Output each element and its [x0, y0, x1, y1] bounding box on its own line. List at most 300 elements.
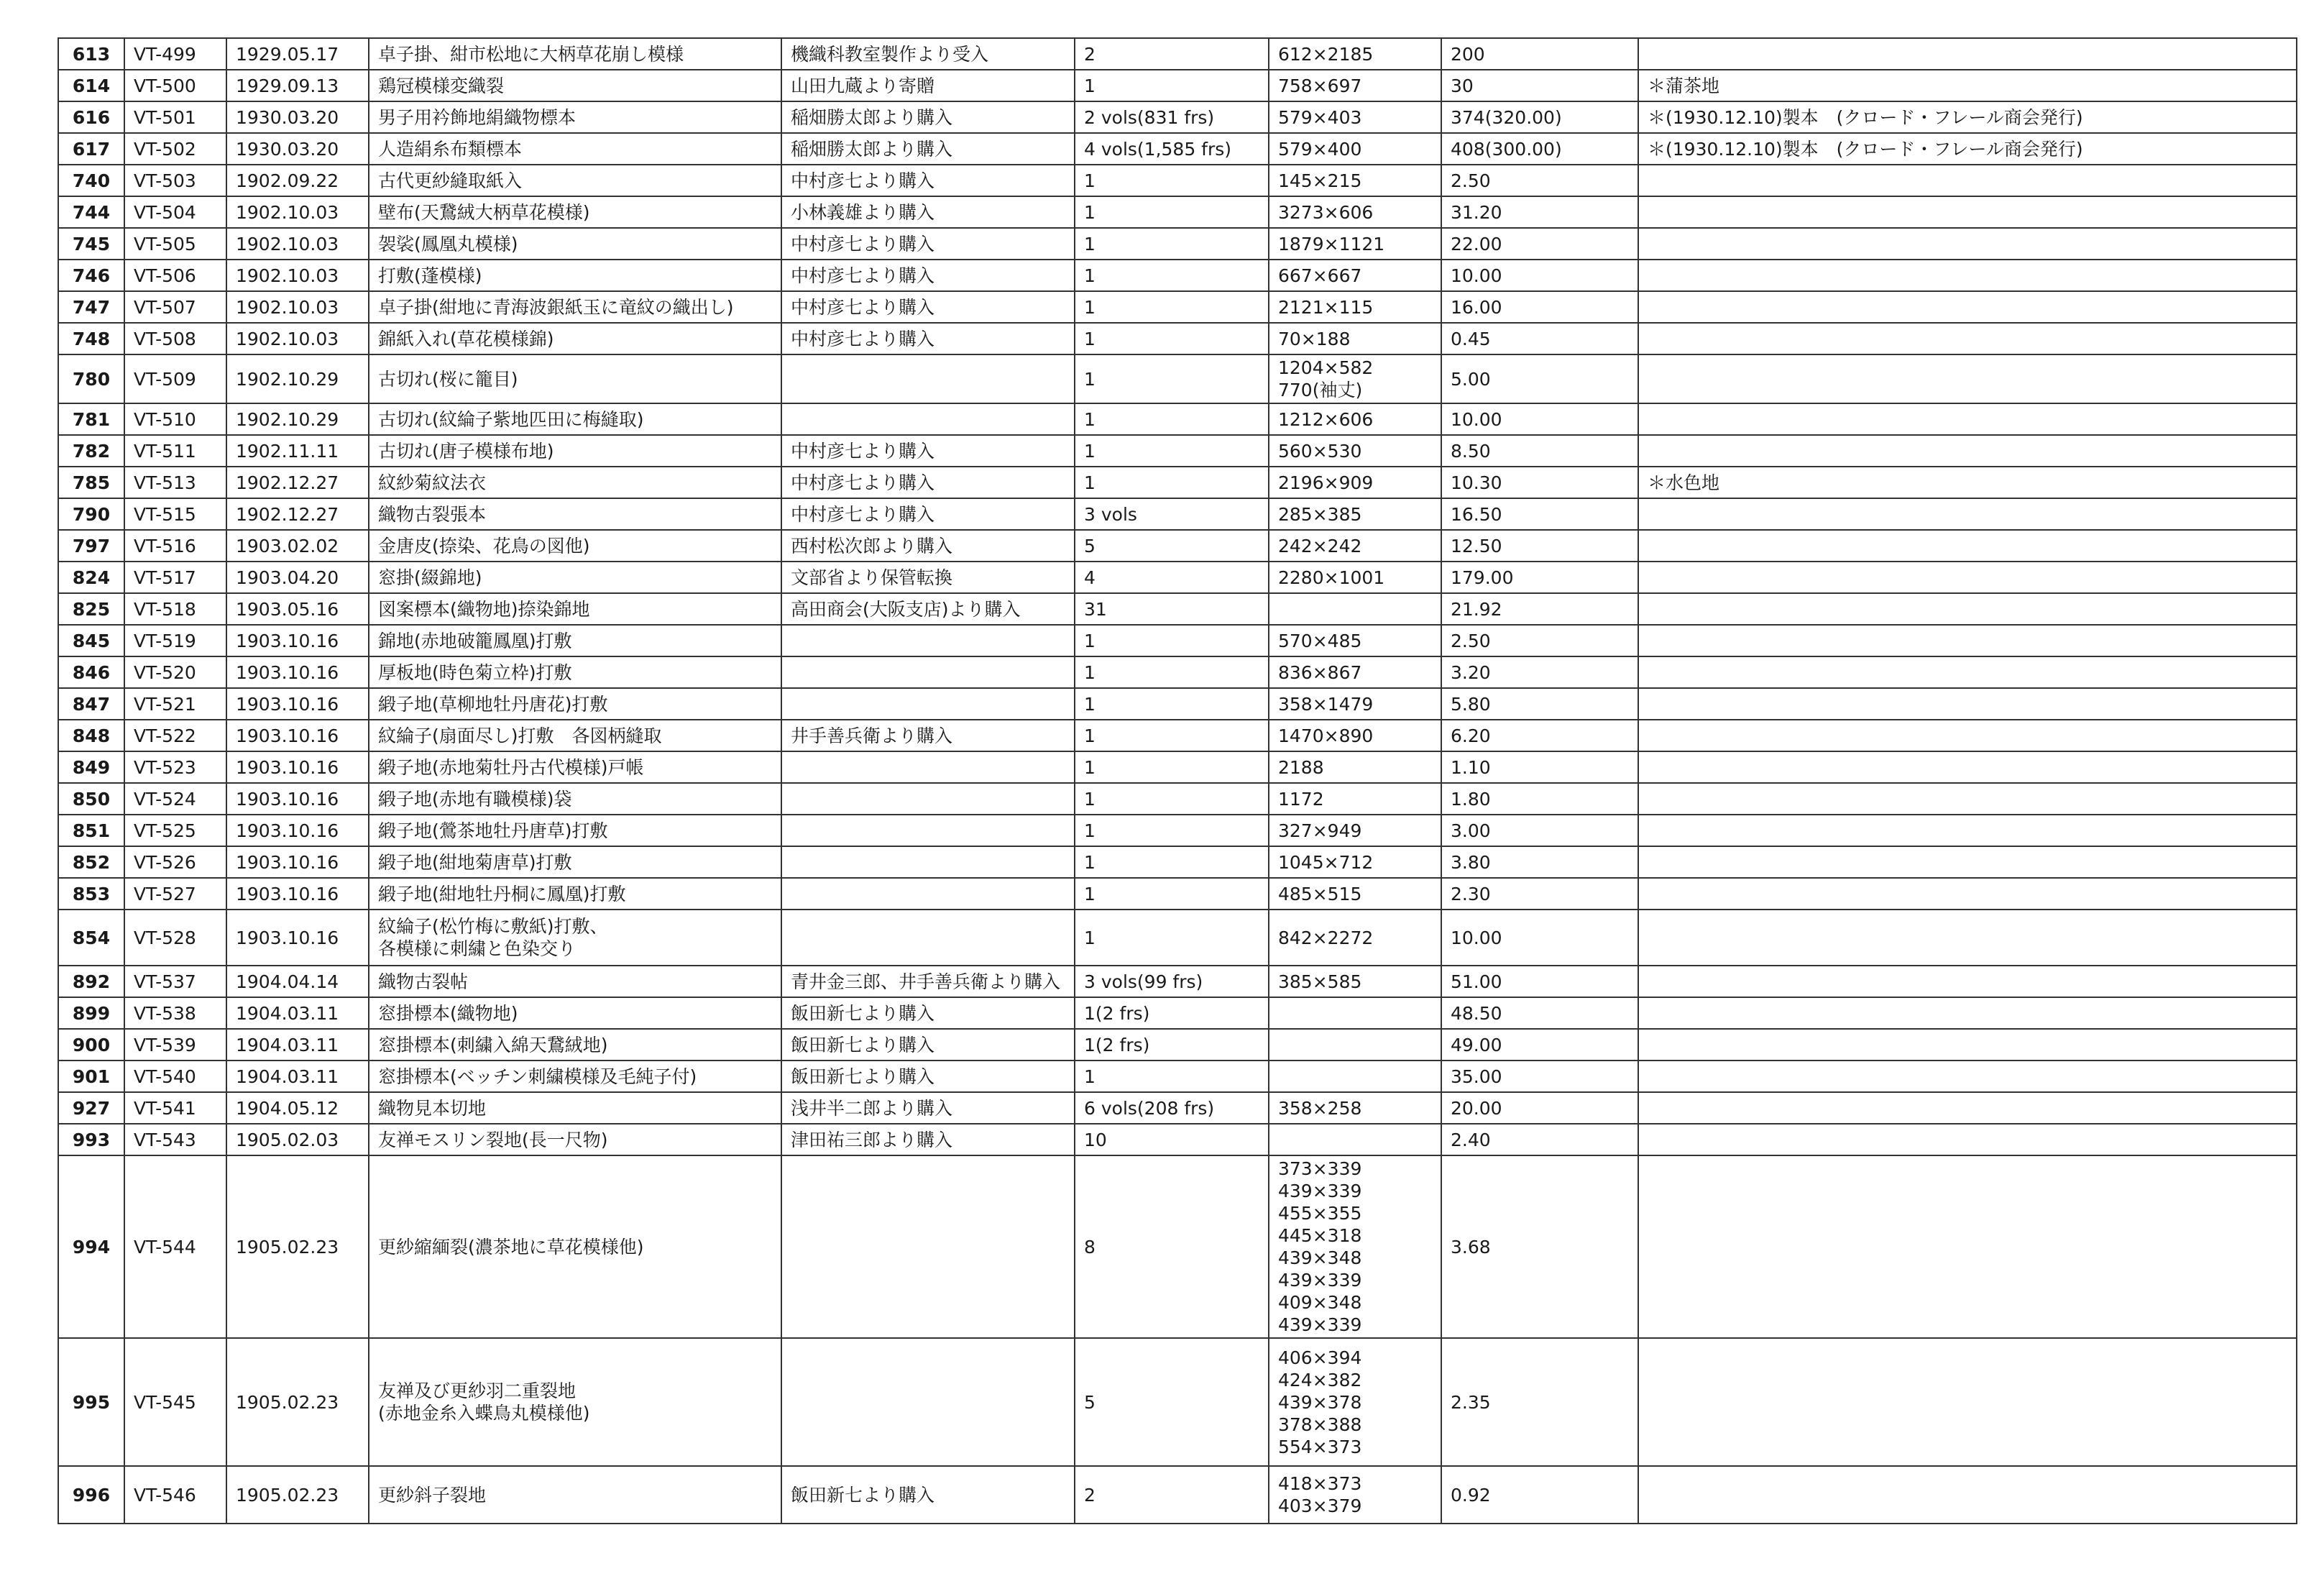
date-cell: 1902.10.03 [226, 228, 369, 260]
dimensions-cell [1269, 1029, 1441, 1061]
table-row [58, 625, 2297, 656]
dimensions-cell [1269, 656, 1441, 688]
item-name-line: 紋綸子(松竹梅に敷紙)打敷、 [378, 916, 608, 937]
date-cell: 1903.10.16 [226, 656, 369, 688]
item-name-line: 窓掛標本(織物地) [378, 1002, 518, 1024]
catalog-code-cell: VT-507 [124, 291, 226, 323]
date-cell: 1905.02.03 [226, 1124, 369, 1155]
source-cell: 中村彦七より購入 [781, 165, 1075, 196]
item-name-cell [369, 751, 781, 783]
catalog-code-cell: VT-524 [124, 783, 226, 815]
date-cell: 1905.02.23 [226, 1338, 369, 1466]
item-number-cell: 614 [58, 70, 124, 101]
dimension-line: 327×949 [1278, 820, 1362, 841]
item-name-cell [369, 878, 781, 910]
dimensions-cell [1269, 38, 1441, 70]
item-name-line: 紋綸子(扇面尽し)打敷 各図柄縫取 [378, 725, 662, 746]
note-cell: ＊水色地 [1638, 467, 2297, 498]
note-cell [1638, 562, 2297, 593]
item-number-cell: 852 [58, 846, 124, 878]
item-name-line: 緞子地(紺地菊唐草)打敷 [378, 851, 572, 873]
dimension-line: 145×215 [1278, 170, 1362, 191]
note-cell [1638, 878, 2297, 910]
dimension-line: 242×242 [1278, 535, 1362, 556]
dimension-line: 560×530 [1278, 440, 1362, 462]
item-name-line: 古切れ(唐子模様布地) [378, 440, 554, 462]
price-cell: 30 [1441, 70, 1638, 101]
dimension-line: 439×339 [1278, 1181, 1362, 1201]
source-cell [781, 625, 1075, 656]
source-cell: 浅井半二郎より購入 [781, 1092, 1075, 1124]
item-name-cell [369, 530, 781, 562]
dimension-line: 373×339 [1278, 1158, 1362, 1179]
table-row [58, 228, 2297, 260]
table-row [58, 403, 2297, 435]
source-cell: 稲畑勝太郎より購入 [781, 133, 1075, 165]
source-cell [781, 783, 1075, 815]
catalog-code-cell: VT-520 [124, 656, 226, 688]
item-name-cell [369, 1155, 781, 1338]
item-number-cell: 785 [58, 467, 124, 498]
dimension-line: 842×2272 [1278, 927, 1374, 948]
item-number-cell: 994 [58, 1155, 124, 1338]
item-number-cell: 797 [58, 530, 124, 562]
table-row [58, 688, 2297, 720]
price-cell: 10.00 [1441, 910, 1638, 966]
item-name-line: 各模様に刺繍と色染交り [378, 938, 577, 959]
catalog-code-cell: VT-527 [124, 878, 226, 910]
dimensions-cell [1269, 593, 1441, 625]
catalog-code-cell: VT-522 [124, 720, 226, 751]
date-cell: 1902.10.29 [226, 354, 369, 403]
price-cell: 5.80 [1441, 688, 1638, 720]
quantity-cell: 10 [1075, 1124, 1269, 1155]
price-cell: 16.00 [1441, 291, 1638, 323]
note-cell [1638, 228, 2297, 260]
note-cell [1638, 1466, 2297, 1524]
item-number-cell: 617 [58, 133, 124, 165]
date-cell: 1902.12.27 [226, 467, 369, 498]
note-cell: ＊(1930.12.10)製本 (クロード・フレール商会発行) [1638, 133, 2297, 165]
dimension-line: 409×348 [1278, 1292, 1362, 1313]
date-cell: 1903.10.16 [226, 688, 369, 720]
catalog-code-cell: VT-546 [124, 1466, 226, 1524]
dimensions-cell [1269, 101, 1441, 133]
source-cell [781, 815, 1075, 846]
source-cell: 飯田新七より購入 [781, 997, 1075, 1029]
price-cell: 179.00 [1441, 562, 1638, 593]
item-name-line: 古代更紗縫取紙入 [378, 170, 523, 191]
item-number-cell: 993 [58, 1124, 124, 1155]
price-cell: 3.20 [1441, 656, 1638, 688]
note-cell [1638, 910, 2297, 966]
note-cell [1638, 815, 2297, 846]
dimensions-cell [1269, 625, 1441, 656]
source-cell: 中村彦七より購入 [781, 291, 1075, 323]
item-name-line: 卓子掛、紺市松地に大柄草花崩し模様 [378, 43, 684, 65]
note-cell [1638, 498, 2297, 530]
dimensions-cell [1269, 1092, 1441, 1124]
date-cell: 1902.10.03 [226, 323, 369, 354]
item-name-cell [369, 997, 781, 1029]
item-number-cell: 824 [58, 562, 124, 593]
quantity-cell: 2 vols(831 frs) [1075, 101, 1269, 133]
item-number-cell: 748 [58, 323, 124, 354]
price-cell: 3.80 [1441, 846, 1638, 878]
item-number-cell: 744 [58, 196, 124, 228]
item-name-cell [369, 498, 781, 530]
quantity-cell: 2 [1075, 1466, 1269, 1524]
source-cell [781, 403, 1075, 435]
item-name-line: 窓掛標本(刺繍入綿天鵞絨地) [378, 1034, 608, 1055]
table-row [58, 435, 2297, 467]
item-name-cell [369, 1466, 781, 1524]
quantity-cell: 1 [1075, 625, 1269, 656]
price-cell: 48.50 [1441, 997, 1638, 1029]
item-name-cell [369, 1029, 781, 1061]
table-row [58, 530, 2297, 562]
price-cell: 1.10 [1441, 751, 1638, 783]
table-row [58, 1092, 2297, 1124]
quantity-cell: 1 [1075, 435, 1269, 467]
item-number-cell: 847 [58, 688, 124, 720]
dimension-line: 358×258 [1278, 1097, 1362, 1119]
date-cell: 1903.04.20 [226, 562, 369, 593]
dimension-line: 485×515 [1278, 883, 1362, 904]
dimension-line: 445×318 [1278, 1225, 1362, 1246]
dimensions-cell [1269, 228, 1441, 260]
item-number-cell: 927 [58, 1092, 124, 1124]
item-number-cell: 782 [58, 435, 124, 467]
item-name-cell [369, 1124, 781, 1155]
price-cell: 0.45 [1441, 323, 1638, 354]
table-row [58, 1124, 2297, 1155]
dimensions-cell [1269, 1061, 1441, 1092]
table-row [58, 101, 2297, 133]
dimensions-cell [1269, 1155, 1441, 1338]
item-number-cell: 849 [58, 751, 124, 783]
catalog-code-cell: VT-523 [124, 751, 226, 783]
catalog-code-cell: VT-521 [124, 688, 226, 720]
source-cell: 飯田新七より購入 [781, 1061, 1075, 1092]
date-cell: 1903.10.16 [226, 751, 369, 783]
dimension-line: 1045×712 [1278, 851, 1374, 873]
item-number-cell: 613 [58, 38, 124, 70]
quantity-cell: 1(2 frs) [1075, 1029, 1269, 1061]
quantity-cell: 1 [1075, 467, 1269, 498]
table-row [58, 720, 2297, 751]
source-cell: 井手善兵衛より購入 [781, 720, 1075, 751]
dimensions-cell [1269, 846, 1441, 878]
price-cell: 3.68 [1441, 1155, 1638, 1338]
item-name-cell [369, 70, 781, 101]
note-cell [1638, 323, 2297, 354]
table-row [58, 751, 2297, 783]
dimensions-cell [1269, 133, 1441, 165]
source-cell: 機織科教室製作より受入 [781, 38, 1075, 70]
quantity-cell: 2 [1075, 38, 1269, 70]
dimension-line: 579×400 [1278, 138, 1362, 160]
dimension-line: 455×355 [1278, 1203, 1362, 1224]
date-cell: 1904.05.12 [226, 1092, 369, 1124]
item-name-cell [369, 291, 781, 323]
item-number-cell: 740 [58, 165, 124, 196]
dimension-line: 70×188 [1278, 328, 1351, 349]
item-name-line: 友禅及び更紗羽二重裂地 [378, 1380, 577, 1401]
item-name-line: 錦地(赤地破籠鳳凰)打敷 [378, 630, 572, 651]
dimension-line: 403×379 [1278, 1495, 1362, 1516]
catalog-code-cell: VT-526 [124, 846, 226, 878]
price-cell: 35.00 [1441, 1061, 1638, 1092]
item-name-line: 緞子地(鶯茶地牡丹唐草)打敷 [378, 820, 608, 841]
item-number-cell: 616 [58, 101, 124, 133]
dimensions-cell [1269, 1124, 1441, 1155]
quantity-cell: 4 vols(1,585 frs) [1075, 133, 1269, 165]
price-cell: 5.00 [1441, 354, 1638, 403]
date-cell: 1902.09.22 [226, 165, 369, 196]
dimension-line: 439×339 [1278, 1270, 1362, 1291]
dimension-line: 836×867 [1278, 661, 1362, 683]
dimension-line: 758×697 [1278, 75, 1362, 96]
table-row [58, 498, 2297, 530]
table-row [58, 656, 2297, 688]
catalog-code-cell: VT-538 [124, 997, 226, 1029]
note-cell [1638, 1061, 2297, 1092]
dimension-line: 1470×890 [1278, 725, 1374, 746]
quantity-cell: 1 [1075, 846, 1269, 878]
dimensions-cell [1269, 751, 1441, 783]
price-cell: 2.30 [1441, 878, 1638, 910]
date-cell: 1902.10.03 [226, 260, 369, 291]
item-name-cell [369, 467, 781, 498]
source-cell [781, 688, 1075, 720]
note-cell [1638, 846, 2297, 878]
item-name-line: 緞子地(草柳地牡丹唐花)打敷 [378, 693, 608, 715]
quantity-cell: 1 [1075, 354, 1269, 403]
source-cell [781, 910, 1075, 966]
dimension-line: 2196×909 [1278, 472, 1374, 493]
dimensions-cell [1269, 467, 1441, 498]
price-cell: 408(300.00) [1441, 133, 1638, 165]
source-cell: 中村彦七より購入 [781, 228, 1075, 260]
table-row [58, 133, 2297, 165]
note-cell [1638, 196, 2297, 228]
price-cell: 0.92 [1441, 1466, 1638, 1524]
note-cell [1638, 38, 2297, 70]
dimension-line: 770(袖丈) [1278, 380, 1363, 400]
date-cell: 1904.03.11 [226, 1029, 369, 1061]
price-cell: 3.00 [1441, 815, 1638, 846]
date-cell: 1903.10.16 [226, 846, 369, 878]
table-row [58, 323, 2297, 354]
item-number-cell: 853 [58, 878, 124, 910]
item-name-line: 紋紗菊紋法衣 [378, 472, 487, 493]
note-cell [1638, 1338, 2297, 1466]
dimensions-cell [1269, 815, 1441, 846]
catalog-code-cell: VT-509 [124, 354, 226, 403]
dimensions-cell [1269, 562, 1441, 593]
quantity-cell: 8 [1075, 1155, 1269, 1338]
note-cell [1638, 656, 2297, 688]
item-name-cell [369, 403, 781, 435]
table-row [58, 165, 2297, 196]
table-row [58, 966, 2297, 997]
table-row [58, 593, 2297, 625]
quantity-cell: 1 [1075, 260, 1269, 291]
catalog-code-cell: VT-525 [124, 815, 226, 846]
date-cell: 1903.10.16 [226, 815, 369, 846]
catalog-code-cell: VT-544 [124, 1155, 226, 1338]
dimension-line: 1879×1121 [1278, 233, 1385, 255]
quantity-cell: 31 [1075, 593, 1269, 625]
quantity-cell: 1(2 frs) [1075, 997, 1269, 1029]
dimension-line: 2121×115 [1278, 296, 1374, 318]
item-name-cell [369, 688, 781, 720]
note-cell [1638, 593, 2297, 625]
dimension-line: 1212×606 [1278, 408, 1374, 430]
note-cell [1638, 354, 2297, 403]
quantity-cell: 5 [1075, 1338, 1269, 1466]
catalog-code-cell: VT-545 [124, 1338, 226, 1466]
dimensions-cell [1269, 783, 1441, 815]
date-cell: 1903.10.16 [226, 625, 369, 656]
note-cell [1638, 530, 2297, 562]
dimension-line: 406×394 [1278, 1347, 1362, 1368]
dimension-line: 3273×606 [1278, 201, 1374, 223]
catalog-code-cell: VT-505 [124, 228, 226, 260]
dimension-line: 418×373 [1278, 1473, 1362, 1494]
catalog-code-cell: VT-511 [124, 435, 226, 467]
quantity-cell: 1 [1075, 196, 1269, 228]
item-number-cell: 747 [58, 291, 124, 323]
date-cell: 1903.05.16 [226, 593, 369, 625]
source-cell [781, 1155, 1075, 1338]
note-cell [1638, 1092, 2297, 1124]
quantity-cell: 1 [1075, 688, 1269, 720]
item-number-cell: 899 [58, 997, 124, 1029]
note-cell [1638, 403, 2297, 435]
dimensions-cell [1269, 997, 1441, 1029]
price-cell: 2.50 [1441, 165, 1638, 196]
item-name-cell [369, 435, 781, 467]
source-cell: 飯田新七より購入 [781, 1466, 1075, 1524]
quantity-cell: 1 [1075, 751, 1269, 783]
date-cell: 1929.09.13 [226, 70, 369, 101]
catalog-code-cell: VT-499 [124, 38, 226, 70]
item-name-line: 図案標本(織物地)捺染錦地 [378, 598, 590, 620]
catalog-code-cell: VT-500 [124, 70, 226, 101]
item-name-line: 緞子地(赤地有職模様)袋 [378, 788, 572, 810]
item-name-cell [369, 260, 781, 291]
catalog-code-cell: VT-503 [124, 165, 226, 196]
dimension-line: 2188 [1278, 756, 1324, 778]
dimension-line: 2280×1001 [1278, 567, 1385, 588]
item-name-cell [369, 593, 781, 625]
item-name-cell [369, 1338, 781, 1466]
date-cell: 1903.10.16 [226, 783, 369, 815]
table-row [58, 562, 2297, 593]
dimensions-cell [1269, 354, 1441, 403]
date-cell: 1902.11.11 [226, 435, 369, 467]
date-cell: 1902.12.27 [226, 498, 369, 530]
date-cell: 1930.03.20 [226, 133, 369, 165]
table-row [58, 815, 2297, 846]
dimension-line: 667×667 [1278, 265, 1362, 286]
quantity-cell: 1 [1075, 815, 1269, 846]
price-cell: 374(320.00) [1441, 101, 1638, 133]
dimension-line: 439×348 [1278, 1247, 1362, 1268]
price-cell: 22.00 [1441, 228, 1638, 260]
date-cell: 1903.10.16 [226, 720, 369, 751]
source-cell: 津田祐三郎より購入 [781, 1124, 1075, 1155]
item-number-cell: 892 [58, 966, 124, 997]
dimensions-cell [1269, 435, 1441, 467]
item-number-cell: 845 [58, 625, 124, 656]
table-row [58, 783, 2297, 815]
date-cell: 1905.02.23 [226, 1466, 369, 1524]
price-cell: 10.30 [1441, 467, 1638, 498]
item-number-cell: 825 [58, 593, 124, 625]
item-name-cell [369, 133, 781, 165]
note-cell [1638, 1029, 2297, 1061]
dimension-line: 1204×582 [1278, 357, 1374, 378]
quantity-cell: 1 [1075, 165, 1269, 196]
dimension-line: 358×1479 [1278, 693, 1374, 715]
item-number-cell: 848 [58, 720, 124, 751]
source-cell [781, 878, 1075, 910]
note-cell [1638, 751, 2297, 783]
date-cell: 1902.10.29 [226, 403, 369, 435]
quantity-cell: 1 [1075, 291, 1269, 323]
item-number-cell: 995 [58, 1338, 124, 1466]
table-row [58, 910, 2297, 966]
source-cell: 中村彦七より購入 [781, 467, 1075, 498]
table-row [58, 997, 2297, 1029]
catalog-code-cell: VT-504 [124, 196, 226, 228]
note-cell: ＊蒲茶地 [1638, 70, 2297, 101]
dimension-line: 439×339 [1278, 1314, 1362, 1335]
item-name-line: 窓掛(綴錦地) [378, 567, 482, 588]
dimensions-cell [1269, 498, 1441, 530]
note-cell [1638, 997, 2297, 1029]
catalog-code-cell: VT-528 [124, 910, 226, 966]
item-name-line: 更紗縮緬裂(濃茶地に草花模様他) [378, 1236, 644, 1258]
dimensions-cell [1269, 688, 1441, 720]
source-cell [781, 846, 1075, 878]
item-name-line: 卓子掛(紺地に青海波銀紙玉に竜紋の織出し) [378, 296, 734, 318]
catalog-code-cell: VT-515 [124, 498, 226, 530]
inventory-table [58, 37, 2297, 1524]
dimension-line: 439×378 [1278, 1391, 1362, 1413]
note-cell [1638, 720, 2297, 751]
catalog-code-cell: VT-508 [124, 323, 226, 354]
quantity-cell: 3 vols [1075, 498, 1269, 530]
item-name-line: 金唐皮(捺染、花鳥の図他) [378, 535, 590, 556]
date-cell: 1902.10.03 [226, 196, 369, 228]
item-name-line: 錦紙入れ(草花模様錦) [378, 328, 554, 349]
item-name-line: 緞子地(紺地牡丹桐に鳳凰)打敷 [378, 883, 626, 904]
table-body [58, 38, 2297, 1524]
item-name-cell [369, 323, 781, 354]
item-name-cell [369, 910, 781, 966]
item-name-line: 打敷(蓬模様) [378, 265, 482, 286]
date-cell: 1905.02.23 [226, 1155, 369, 1338]
table-row [58, 1338, 2297, 1466]
source-cell: 中村彦七より購入 [781, 435, 1075, 467]
item-name-cell [369, 165, 781, 196]
dimensions-cell [1269, 720, 1441, 751]
catalog-code-cell: VT-541 [124, 1092, 226, 1124]
